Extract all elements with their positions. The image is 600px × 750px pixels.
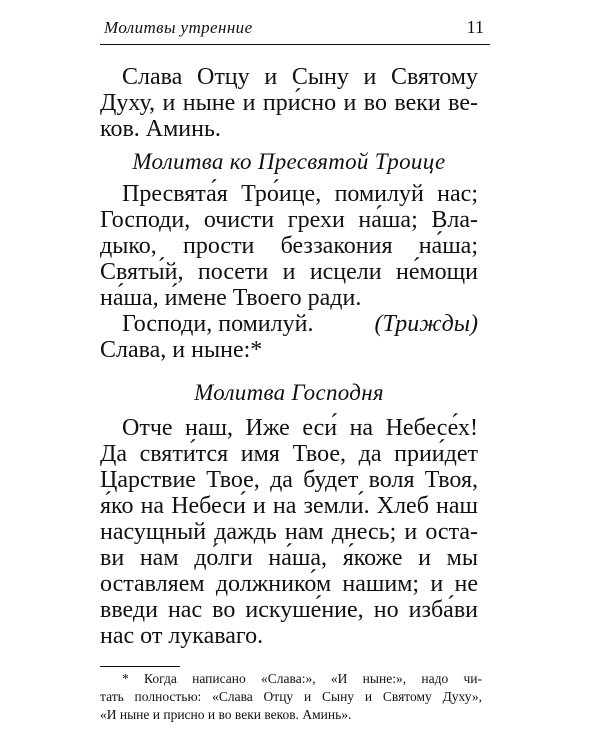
lords-prayer-text <box>100 415 478 649</box>
glory-line: Слава, и ныне:* <box>100 337 263 363</box>
text-line: нас от лукаваго. <box>100 623 264 649</box>
rubric-note: (Трижды) <box>374 311 478 337</box>
text-line: ви нам до́лги на́ша, я́коже и мы <box>100 545 478 571</box>
text-line: Святы́й, посети и исцели не́мощи <box>100 259 478 285</box>
text-line: на́ша, и́мене Твоего ради. <box>100 285 362 311</box>
doxology-paragraph <box>100 64 478 142</box>
text-line: введи нас во искуше́ние, но изба́ви <box>100 597 478 623</box>
kyrie-text: Господи, помилуй. <box>122 311 314 337</box>
section-title-trinity <box>100 147 478 177</box>
text-line: Слава Отцу и Сыну и Святому <box>122 64 478 90</box>
text-line: Пресвята́я Тро́ице, помилуй нас; <box>122 181 478 207</box>
text-line: оставляем должнико́м нашим; и не <box>100 571 478 597</box>
section-title: Молитва Господня <box>194 380 384 405</box>
running-header <box>100 16 490 45</box>
text-line: насущный даждь нам днесь; и оста- <box>100 519 478 545</box>
text-line: Духу, и ныне и при́сно и во веки ве- <box>100 90 478 116</box>
text-line: Да святи́тся имя Твое, да прии́дет <box>100 441 478 467</box>
section-title: Молитва ко Пресвятой Троице <box>132 149 446 174</box>
footnote-line: * Когда написано «Слава:», «И ныне:», надо чи- <box>122 671 482 686</box>
footnote <box>100 670 482 724</box>
trinity-prayer-text <box>100 181 478 363</box>
footnote-line: тать полностью: «Слава Отцу и Сыну и Святому Духу», <box>100 689 482 704</box>
text-line: Царствие Твое, да будет воля Твоя, <box>100 467 478 493</box>
kyrie-line <box>100 311 478 337</box>
text-line: я́ко на Небеси́ и на земли́. Хлеб наш <box>100 493 478 519</box>
text-line: ков. Аминь. <box>100 116 221 142</box>
running-title: Молитвы утренние <box>104 18 253 37</box>
footnote-rule <box>100 666 180 667</box>
text-line: дыко, прости беззакония на́ша; <box>100 233 478 259</box>
text-line: Господи, очисти грехи на́ша; Вла- <box>100 207 478 233</box>
page-number: 11 <box>466 17 484 37</box>
text-line: Отче наш, Иже еси́ на Небесе́х! <box>122 415 478 441</box>
section-title-lords-prayer <box>100 378 478 408</box>
footnote-line: «И ныне и присно и во веки веков. Аминь». <box>100 707 352 722</box>
